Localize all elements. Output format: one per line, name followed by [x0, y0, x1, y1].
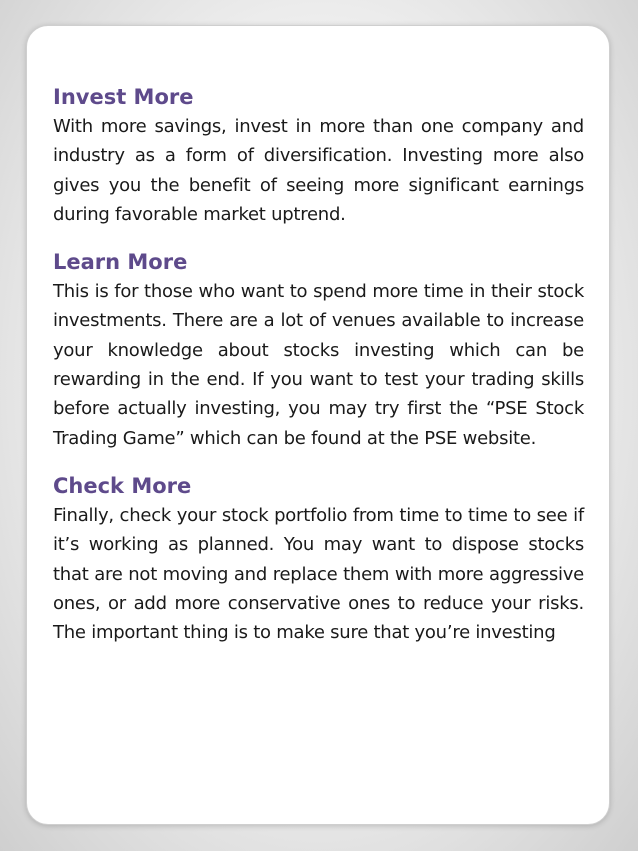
- section-check-more: [53, 471, 584, 647]
- section-heading: Check More: [53, 473, 192, 498]
- section-body: With more savings, invest in more than one company and industry as a form of diversification. Investing more also gives you the benefit of seeing more significant earnings during favorable market uptrend.: [53, 116, 584, 225]
- section-body: Finally, check your stock portfolio from time to time to see if it’s working as planned. You may want to dispose stocks that are not moving and replace them with more aggressive ones, or add more conservative ones to reduce your risks. The important thing is to make sure that you’re investing: [53, 504, 584, 644]
- slide-content: [53, 82, 584, 665]
- section-heading: Invest More: [53, 85, 194, 109]
- section-invest-more: [53, 82, 584, 229]
- section-learn-more: [53, 247, 584, 453]
- section-body: This is for those who want to spend more time in their stock investments. There are a lot of venues available to increase your knowledge about stocks investing which can be rewarding in the end. If you want to test your trading skills before actually investing, you may try first the “PSE Stock Trading Game” which can be found at the PSE website.: [53, 281, 584, 449]
- section-heading: Learn More: [53, 250, 188, 275]
